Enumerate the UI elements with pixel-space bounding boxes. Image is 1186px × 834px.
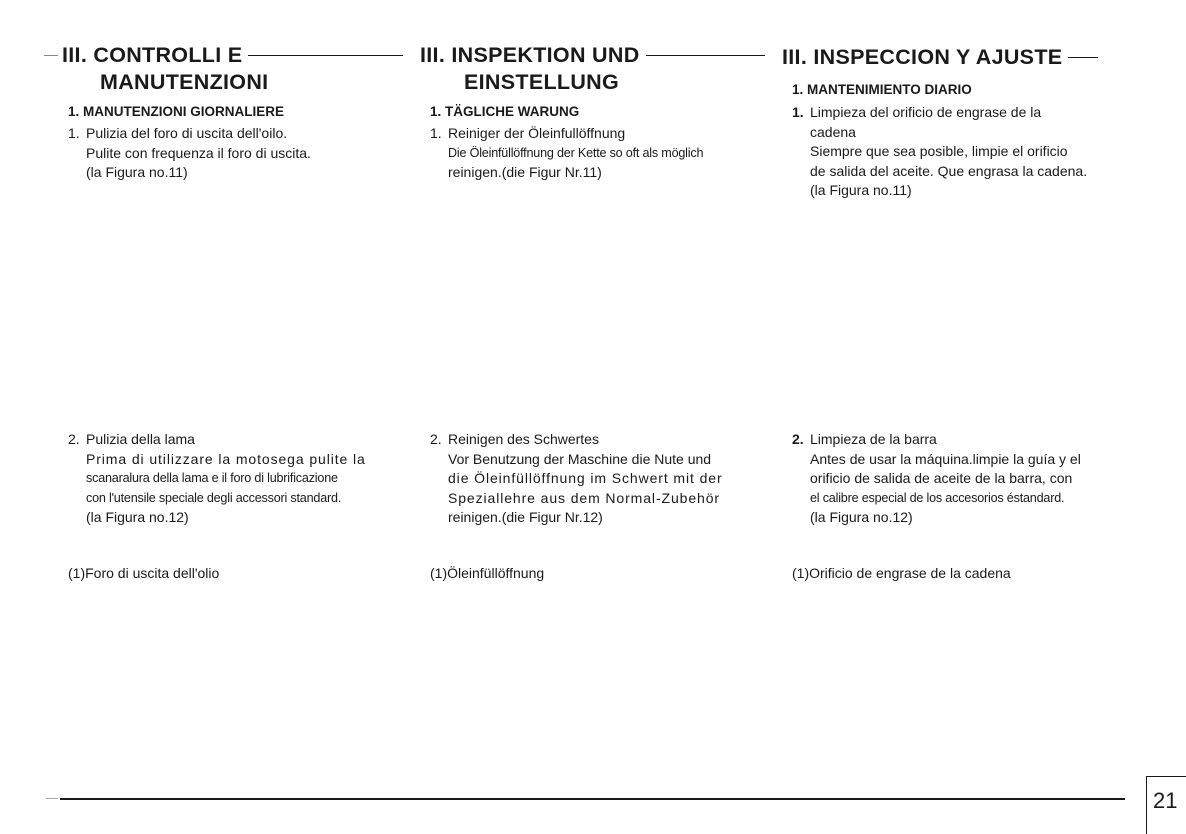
heading-leader — [44, 55, 58, 56]
figure-reference: (la Figura no.12) — [810, 509, 913, 525]
item-title: cadena — [810, 123, 856, 140]
item-title: Reiniger der Öleinfullöffnung — [448, 125, 626, 141]
heading-line2: EINSTELLUNG — [464, 70, 619, 94]
subsection-title: 1. MANUTENZIONI GIORNALIERE — [68, 104, 285, 119]
item-1 — [68, 124, 403, 183]
item-text: scanaralura della lama e il foro di lubrificazione — [86, 471, 338, 485]
heading-line1: III. INSPECCION Y AJUSTE — [782, 45, 1063, 69]
subsection-title: 1. MANTENIMIENTO DIARIO — [792, 82, 972, 97]
figure-caption: (1)Foro di uscita dell'olio — [68, 565, 220, 581]
subsection-title: 1. TÄGLICHE WARUNG — [430, 104, 580, 119]
item-number: 2. — [68, 431, 80, 447]
heading-line1: III. INSPEKTION UND — [420, 43, 640, 67]
item-title: Reinigen des Schwertes — [448, 431, 599, 447]
heading-rule — [1068, 57, 1098, 59]
item-title: Pulizia del foro di uscita dell'oilo. — [86, 125, 288, 141]
item-text: Antes de usar la máquina.limpie la guía y el — [810, 450, 1081, 467]
item-text: Speziallehre aus dem Normal-Zubehör — [448, 489, 720, 506]
item-text: con l'utensile speciale degli accessori standard. — [86, 490, 342, 505]
item-text: de salida del aceite. Que engrasa la cadena. — [810, 162, 1088, 179]
item-number: 1. — [430, 125, 442, 141]
figure-reference: (la Figura no.12) — [86, 509, 189, 525]
item-number: 1. — [68, 125, 80, 141]
figure-reference: (la Figura no.11) — [86, 164, 188, 180]
heading-line1: III. CONTROLLI E — [62, 43, 243, 67]
item-title: Pulizia della lama — [86, 431, 195, 447]
item-title: Limpieza de la barra — [810, 431, 937, 447]
item-text: Pulite con frequenza il foro di uscita. — [86, 144, 311, 161]
item-2 — [68, 430, 403, 528]
item-1 — [792, 103, 1142, 201]
page-number: 21 — [1146, 776, 1186, 834]
figure-caption: (1)Orificio de engrase de la cadena — [792, 565, 1011, 581]
heading-rule — [248, 55, 403, 57]
item-1 — [430, 124, 765, 183]
item-text: Prima di utilizzare la motosega pulite la — [86, 450, 366, 467]
section-heading — [782, 44, 1142, 71]
heading-rule — [646, 55, 765, 57]
item-text: Siempre que sea posible, limpie el orificio — [810, 143, 1068, 159]
figure-caption: (1)Öleinfüllöffnung — [430, 565, 545, 581]
item-text: Die Öleinfüllöffnung der Kette so oft als möglich — [448, 145, 704, 160]
item-number: 2. — [792, 431, 804, 447]
heading-line2: MANUTENZIONI — [100, 70, 269, 94]
footer-tick — [46, 798, 58, 799]
item-2 — [430, 430, 765, 528]
item-number: 2. — [430, 431, 442, 447]
figure-reference: reinigen.(die Figur Nr.11) — [448, 164, 602, 180]
item-title: Limpieza del orificio de engrase de la — [810, 104, 1042, 120]
item-2 — [792, 430, 1142, 528]
section-heading — [420, 42, 765, 96]
item-text: die Öleinfüllöffnung im Schwert mit der — [448, 470, 723, 486]
footer-rule — [60, 798, 1125, 800]
item-text: Vor Benutzung der Maschine die Nute und — [448, 450, 712, 467]
section-heading — [44, 42, 403, 96]
figure-reference: (la Figura no.11) — [810, 182, 912, 198]
item-number: 1. — [792, 104, 804, 120]
item-text: orificio de salida de aceite de la barra, con — [810, 470, 1073, 486]
item-text: el calibre especial de los accesorios éstandard. — [810, 490, 1065, 505]
figure-reference: reinigen.(die Figur Nr.12) — [448, 509, 603, 525]
